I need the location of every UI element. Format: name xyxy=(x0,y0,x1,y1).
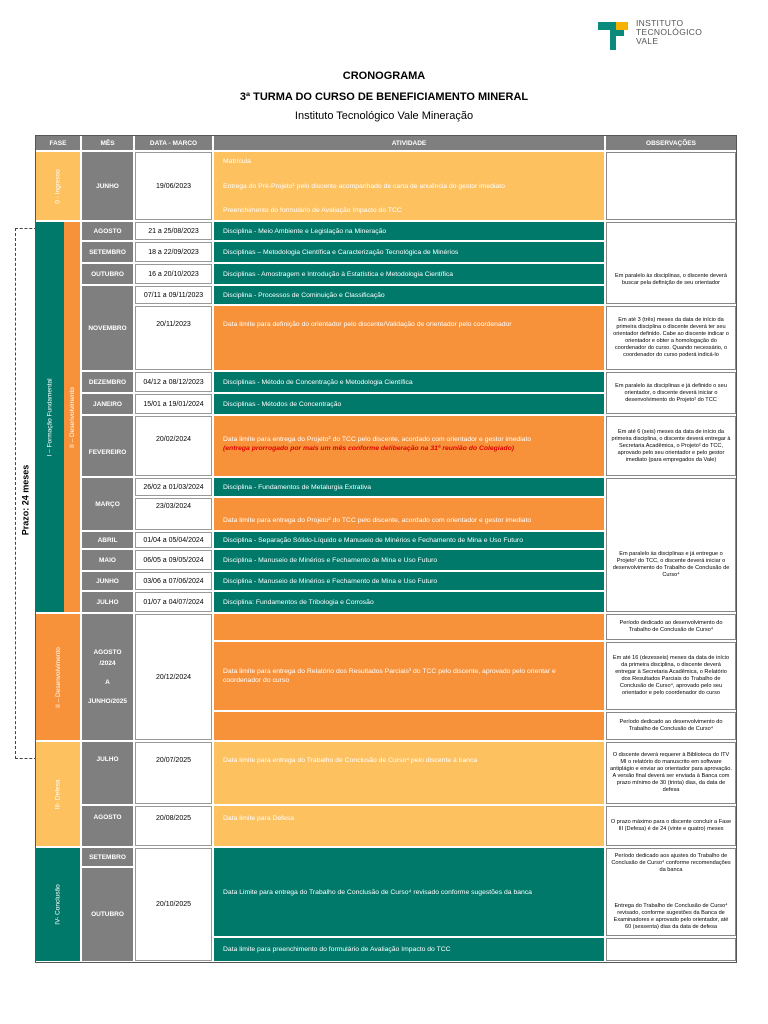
phase-desenvolvimento: II – Desenvolvimento xyxy=(36,614,80,740)
date-cell: 01/04 a 05/04/2024 xyxy=(135,532,212,548)
activity-cell-ingresso: Matrícula Entrega do Pré-Projeto¹ pelo discente acompanhado de carta de anuência do gestor imediato Preenchimento do formulário de Avaliação Impacto do TCC xyxy=(214,152,604,220)
date-cell: 23/03/2024 xyxy=(135,498,212,530)
observation-cell: Em até 6 (seis) meses da data de início da primeira disciplina, o discente deverá entregar à Secretaria Acadêmica, o Projeto² do TCC, aprovado pelo seu orientador e pelo gestor imediato (para empregados da Vale) xyxy=(606,416,736,476)
observation-cell: Em paralelo às disciplinas e já definido o seu orientador, o discente deverá iniciar o desenvolvimento do Projeto² do TCC xyxy=(606,372,736,414)
month-agosto-junho: AGOSTO /2024 A JUNHO/2025 xyxy=(82,614,133,740)
activity-cell: Disciplinas - Amostragem e Introdução à Estatística e Metodologia Científica xyxy=(214,264,604,284)
phase-defesa: III- Defesa xyxy=(36,742,80,846)
month-fevereiro: FEVEREIRO xyxy=(82,416,133,476)
observation-cell: Em até 3 (três) meses da data de início da primeira disciplina o discente deverá ter seu orientador definido. Cabe ao discente indicar o orientador e obter a homologação do coordenador do curso. Quando necessário, o coordenador do curso poderá indicá-lo xyxy=(606,306,736,370)
col-header-mes: MÊS xyxy=(82,136,133,150)
month-outubro: OUTUBRO xyxy=(82,264,133,284)
month-janeiro: JANEIRO xyxy=(82,394,133,414)
col-header-fase: FASE xyxy=(36,136,80,150)
month-marco: MARÇO xyxy=(82,478,133,530)
date-cell: 16 a 20/10/2023 xyxy=(135,264,212,284)
phase-ingresso: 0 - Ingresso xyxy=(36,152,80,220)
page-title: CRONOGRAMA xyxy=(342,70,426,82)
observation-cell: Período dedicado ao desenvolvimento do Trabalho de Conclusão de Curso⁴ xyxy=(606,614,736,640)
date-cell: 15/01 a 19/01/2024 xyxy=(135,394,212,414)
page-subtitle: 3ª TURMA DO CURSO DE BENEFICIAMENTO MINERAL xyxy=(239,91,529,103)
month-agosto: AGOSTO xyxy=(82,222,133,240)
date-cell: 03/06 a 07/06/2024 xyxy=(135,572,212,590)
observation-cell: Em paralelo às disciplinas e já entregue o Projeto² do TCC, o discente deverá iniciar o desenvolvimento do Trabalho de Conclusão de Curso⁴ xyxy=(606,478,736,612)
col-header-atividade: ATIVIDADE xyxy=(214,136,604,150)
institution-name: Instituto Tecnológico Vale Mineração xyxy=(294,110,474,122)
month-julho: JULHO xyxy=(82,592,133,612)
logo-text: INSTITUTO TECNOLÓGICO VALE xyxy=(636,18,703,46)
activity-cell: Disciplina - Separação Sólido-Líquido e Manuseio de Minérios e Fechamento de Mina e Uso Futuro xyxy=(214,532,604,548)
date-cell: 26/02 a 01/03/2024 xyxy=(135,478,212,496)
phase-conclusao: IV- Conclusão xyxy=(36,848,80,961)
date-cell: 04/12 a 08/12/2023 xyxy=(135,372,212,392)
date-cell: 21 a 25/08/2023 xyxy=(135,222,212,240)
month-junho: JUNHO xyxy=(82,152,133,220)
date-cell: 20/08/2025 xyxy=(135,806,212,846)
date-cell: 01/07 a 04/07/2024 xyxy=(135,592,212,612)
date-cell: 20/10/2025 xyxy=(135,848,212,961)
activity-cell: Data limite para definição do orientador pelo discente/Validação de orientador pelo coordenador xyxy=(214,306,604,370)
activity-cell: Disciplina - Manuseio de Minérios e Fechamento de Mina e Uso Futuro xyxy=(214,550,604,570)
observation-cell-conclusao: Período dedicado aos ajustes do Trabalho de Conclusão de Curso⁴ conforme recomendações da banca Entrega do Trabalho de Conclusão de Curso⁴ revisado, conforme sugestões da Banca de Examinadores e aprovado pelo orientador, até 60 (sessenta) dias da data de defesa xyxy=(606,848,736,936)
observation-cell-empty xyxy=(606,152,736,220)
month-outubro-2025: OUTUBRO xyxy=(82,868,133,961)
activity-cell: Disciplinas - Métodos de Concentração xyxy=(214,394,604,414)
month-maio: MAIO xyxy=(82,550,133,570)
activity-cell: Disciplina - Meio Ambiente e Legislação na Mineração xyxy=(214,222,604,240)
itv-logo-icon xyxy=(598,22,630,50)
col-header-data: DATA - MARCO xyxy=(135,136,212,150)
month-julho-2025: JULHO xyxy=(82,742,133,804)
activity-cell: Disciplinas - Método de Concentração e Metodologia Científica xyxy=(214,372,604,392)
date-cell: 20/07/2025 xyxy=(135,742,212,804)
month-novembro: NOVEMBRO xyxy=(82,286,133,370)
activity-cell: Data Limite para entrega do Trabalho de Conclusão de Curso⁴ revisado conforme sugestões da banca xyxy=(214,848,604,936)
activity-cell: Data limite para entrega do Trabalho de Conclusão de Curso⁴ pelo discente à banca xyxy=(214,742,604,804)
observation-cell-empty xyxy=(606,938,736,961)
activity-cell: Disciplina - Fundamentos de Metalurgia Extrativa xyxy=(214,478,604,496)
observation-cell: O prazo máximo para o discente concluir a Fase III (Defesa) é de 24 (vinte e quatro) meses xyxy=(606,806,736,846)
month-setembro-2025: SETEMBRO xyxy=(82,848,133,866)
observation-cell: Em até 16 (dezesseis) meses da data de início da primeira disciplina, o discente deverá entregar à Secretaria Acadêmica, o Relatório dos Resultados Parciais do Trabalho de Conclusão de Curso⁴, aprovado pelo seu orientador e pelo coordenador do curso xyxy=(606,642,736,710)
date-cell: 19/06/2023 xyxy=(135,152,212,220)
prazo-label: Prazo: 24 meses xyxy=(20,464,31,536)
activity-cell: Disciplinas – Metodologia Científica e Caracterização Tecnológica de Minérios xyxy=(214,242,604,262)
date-cell: 07/11 a 09/11/2023 xyxy=(135,286,212,304)
activity-cell: Disciplina - Manuseio de Minérios e Fechamento de Mina e Uso Futuro xyxy=(214,572,604,590)
activity-cell: Data limite para entrega do Relatório dos Resultados Parciais³ do TCC pelo discente, aprovado pelo orientar e coordenador do curso xyxy=(214,642,604,710)
activity-cell: Data limite para Defesa xyxy=(214,806,604,846)
col-header-observacoes: OBSERVAÇÕES xyxy=(606,136,736,150)
month-dezembro: DEZEMBRO xyxy=(82,372,133,392)
activity-cell-projeto: Data limite para entrega do Projeto² do TCC pelo discente, acordado com orientador e gestor imediato (entrega prorrogado por mais um mês conforme deliberação na 31ª reunião do Colegiado) xyxy=(214,416,604,476)
phase-formacao: I – Formação Fundamental xyxy=(36,222,64,612)
observation-cell: Período dedicado ao desenvolvimento do Trabalho de Conclusão de Curso⁴ xyxy=(606,712,736,740)
activity-cell: Data limite para entrega do Projeto² do TCC pelo discente, acordado com orientador e gestor imediato xyxy=(214,498,604,530)
date-cell: 20/12/2024 xyxy=(135,614,212,740)
activity-cell: Data limite para preenchimento do formulário de Avaliação Impacto do TCC xyxy=(214,938,604,961)
activity-cell-empty xyxy=(214,712,604,740)
month-abril: ABRIL xyxy=(82,532,133,548)
extension-note: (entrega prorrogado por mais um mês conforme deliberação na 31ª reunião do Colegiado) xyxy=(223,445,515,452)
phase-desenvolvimento-inner: II – Desenvolvimento xyxy=(64,222,80,612)
month-setembro: SETEMBRO xyxy=(82,242,133,262)
month-junho-2024: JUNHO xyxy=(82,572,133,590)
month-agosto-2025: AGOSTO xyxy=(82,806,133,846)
date-cell: 20/11/2023 xyxy=(135,306,212,370)
date-cell: 20/02/2024 xyxy=(135,416,212,476)
observation-cell: Em paralelo às disciplinas, o discente deverá buscar pela definição de seu orientador xyxy=(606,222,736,304)
activity-cell: Disciplina: Fundamentos de Tribologia e Corrosão xyxy=(214,592,604,612)
activity-cell-empty xyxy=(214,614,604,640)
date-cell: 18 a 22/09/2023 xyxy=(135,242,212,262)
date-cell: 06/05 a 09/05/2024 xyxy=(135,550,212,570)
activity-cell: Disciplina - Processos de Cominuição e Classificação xyxy=(214,286,604,304)
observation-cell: O discente deverá requerer à Biblioteca do ITV MI o relatório do manuscrito em software antiplágio e enviar ao orientador para aprovação. A versão final deverá ser enviada à Banca com prazo mínimo de 30 (trinta) dias, da data de defesa xyxy=(606,742,736,804)
